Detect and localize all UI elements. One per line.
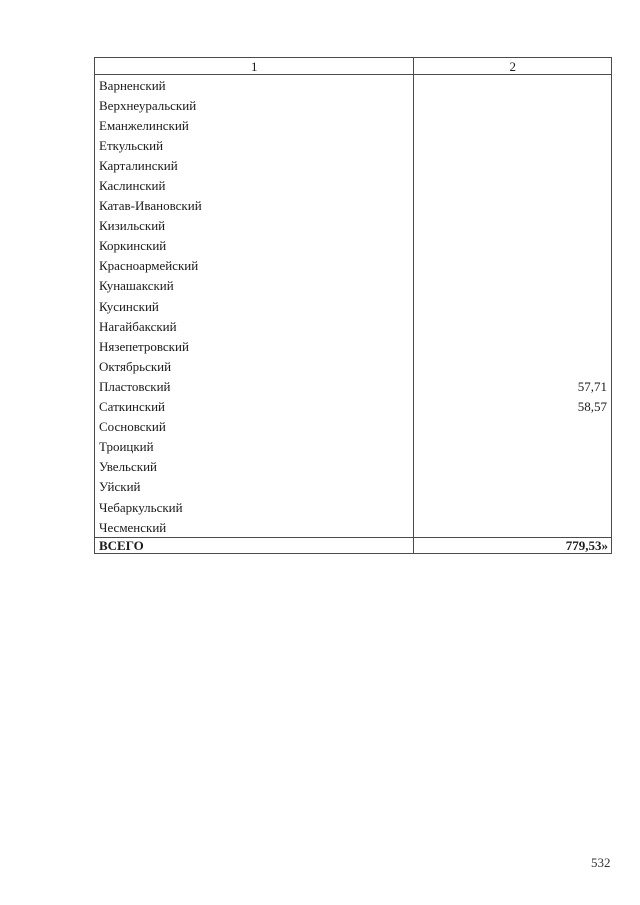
table-row	[95, 256, 612, 276]
district-value	[414, 316, 612, 336]
district-name: Верхнеуральский	[95, 95, 414, 115]
district-name: Пластовский	[95, 376, 414, 396]
table-row	[95, 437, 612, 457]
district-value	[414, 135, 612, 155]
district-value	[414, 216, 612, 236]
district-value	[414, 236, 612, 256]
district-name: Нагайбакский	[95, 316, 414, 336]
table-row	[95, 115, 612, 135]
district-value	[414, 196, 612, 216]
district-value	[414, 417, 612, 437]
district-value	[414, 497, 612, 517]
table-row	[95, 216, 612, 236]
district-value	[414, 517, 612, 538]
district-value	[414, 457, 612, 477]
table-row	[95, 95, 612, 115]
table-header-row	[95, 58, 612, 75]
table-row	[95, 236, 612, 256]
district-value	[414, 256, 612, 276]
table-row	[95, 135, 612, 155]
district-name: Еманжелинский	[95, 115, 414, 135]
table-row	[95, 397, 612, 417]
district-name: Чебаркульский	[95, 497, 414, 517]
district-name: Троицкий	[95, 437, 414, 457]
district-name: Кизильский	[95, 216, 414, 236]
table-row	[95, 175, 612, 195]
district-name: Октябрьский	[95, 356, 414, 376]
table-row	[95, 356, 612, 376]
district-value	[414, 276, 612, 296]
district-value	[414, 175, 612, 195]
district-name: Увельский	[95, 457, 414, 477]
table-row	[95, 457, 612, 477]
district-value	[414, 437, 612, 457]
table-row	[95, 296, 612, 316]
table-row	[95, 276, 612, 296]
district-value: 57,71	[414, 376, 612, 396]
district-value	[414, 95, 612, 115]
table-row	[95, 196, 612, 216]
district-name: Чесменский	[95, 517, 414, 538]
district-name: Красноармейский	[95, 256, 414, 276]
table-row	[95, 75, 612, 96]
table-row	[95, 376, 612, 396]
district-value	[414, 356, 612, 376]
district-name: Катав-Ивановский	[95, 196, 414, 216]
district-value: 58,57	[414, 397, 612, 417]
district-name: Коркинский	[95, 236, 414, 256]
table-row	[95, 477, 612, 497]
table-row	[95, 336, 612, 356]
district-value	[414, 155, 612, 175]
district-value	[414, 75, 612, 96]
district-value	[414, 296, 612, 316]
district-name: Кусинский	[95, 296, 414, 316]
district-value	[414, 477, 612, 497]
total-row	[95, 538, 612, 554]
district-value	[414, 115, 612, 135]
district-name: Кунашакский	[95, 276, 414, 296]
district-name: Сосновский	[95, 417, 414, 437]
total-value: 779,53»	[414, 538, 612, 554]
district-name: Варненский	[95, 75, 414, 96]
district-value	[414, 336, 612, 356]
district-name: Саткинский	[95, 397, 414, 417]
district-name: Каслинский	[95, 175, 414, 195]
district-name: Еткульский	[95, 135, 414, 155]
table-row	[95, 316, 612, 336]
table-row	[95, 417, 612, 437]
table-row	[95, 497, 612, 517]
column-header-1: 1	[95, 58, 414, 75]
table-row	[95, 155, 612, 175]
column-header-2: 2	[414, 58, 612, 75]
district-table	[94, 57, 612, 554]
total-label: ВСЕГО	[95, 538, 414, 554]
district-name: Карталинский	[95, 155, 414, 175]
table-row	[95, 517, 612, 538]
page-number: 532	[591, 855, 611, 870]
district-name: Уйский	[95, 477, 414, 497]
district-name: Нязепетровский	[95, 336, 414, 356]
